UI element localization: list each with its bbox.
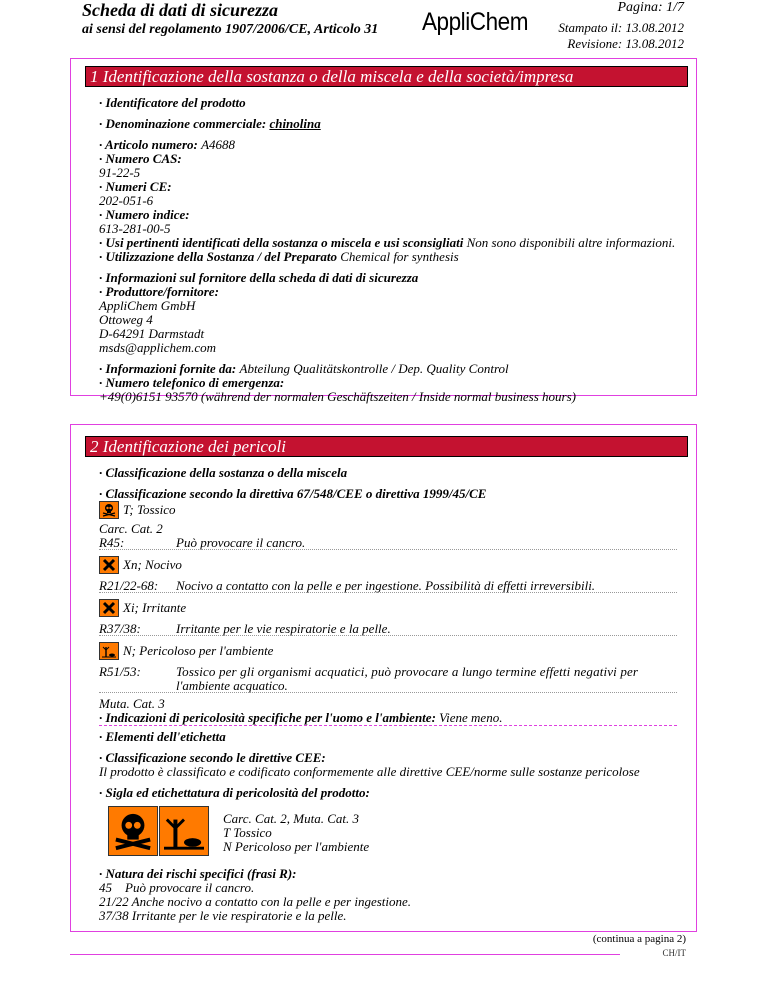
info-line xyxy=(99,362,509,376)
ce-label: · Numeri CE: xyxy=(99,179,172,194)
cross-icon xyxy=(99,556,119,574)
supplier-label: · Informazioni sul fornitore della scheda di dati di sicurezza xyxy=(99,270,419,285)
emergency-label: · Numero telefonico di emergenza: xyxy=(99,375,285,390)
section-2-frame xyxy=(70,424,697,932)
divider xyxy=(99,549,677,550)
muta-category: Muta. Cat. 3 xyxy=(99,696,165,711)
article-label: · Articolo numero: xyxy=(99,137,202,152)
t-label: T; Tossico xyxy=(123,502,176,517)
cee-value: Il prodotto è classificato e codificato conformemente alle direttive CEE/norme sulle sostanze pericolose xyxy=(99,764,640,779)
info-label: · Informazioni fornite da: xyxy=(99,361,240,376)
use-value: Chemical for synthesis xyxy=(340,249,459,264)
r3738-text: Irritante per le vie respiratorie e la pelle. xyxy=(176,621,391,636)
specific-label: · Indicazioni di pericolosità specifiche per l'uomo e l'ambiente: xyxy=(99,710,440,725)
section-1-frame xyxy=(70,58,697,404)
r5153-code: R51/53: xyxy=(99,664,141,679)
n-label: N; Pericoloso per l'ambiente xyxy=(123,643,274,658)
r2122-text: Nocivo a contatto con la pelle e per ingestione. Possibilità di effetti irreversibili. xyxy=(176,578,596,593)
cee-label: · Classificazione secondo le direttive CEE: xyxy=(99,750,326,765)
continued-note: (continua a pagina 2) xyxy=(592,933,686,945)
r45-code: R45: xyxy=(99,535,125,550)
xi-label: Xi; Irritante xyxy=(123,600,187,615)
index-label: · Numero indice: xyxy=(99,207,190,222)
document-subtitle: ai sensi del regolamento 1907/2006/CE, Articolo 31 xyxy=(82,22,379,37)
classification-label: · Classificazione della sostanza o della miscela xyxy=(99,465,348,480)
uses-label: · Usi pertinenti identificati della sostanza o miscela e usi sconsigliati xyxy=(99,235,467,250)
directive-label: · Classificazione secondo la direttiva 67/548/CEE o direttiva 1999/45/CE xyxy=(99,486,487,501)
applichem-logo: AppliChem xyxy=(422,8,529,36)
use-line xyxy=(99,250,459,264)
divider xyxy=(99,635,677,636)
product-identifier-label: · Identificatore del prodotto xyxy=(99,95,246,110)
r-phrase-2122: 21/22 Anche nocivo a contatto con la pelle e per ingestione. xyxy=(99,894,412,909)
cas-value: 91-22-5 xyxy=(99,165,141,180)
emergency-value: +49(0)6151 93570 (während der normalen Geschäftszeiten / Inside normal business hours) xyxy=(99,389,576,404)
pictogram-line-1: Carc. Cat. 2, Muta. Cat. 3 xyxy=(223,811,360,826)
index-value: 613-281-00-5 xyxy=(99,221,171,236)
footer-rule xyxy=(70,954,620,955)
r5153-text-2: l'ambiente acquatico. xyxy=(176,678,288,693)
producer-email: msds@applichem.com xyxy=(99,340,217,355)
r-phrase-45: 45 Può provocare il cancro. xyxy=(99,880,255,895)
trade-name-label: · Denominazione commerciale: xyxy=(99,116,270,131)
producer-city: D-64291 Darmstadt xyxy=(99,326,205,341)
producer-label: · Produttore/fornitore: xyxy=(99,284,219,299)
r45-text: Può provocare il cancro. xyxy=(176,535,306,550)
document-title: Scheda di dati di sicurezza xyxy=(82,0,279,20)
info-value: Abteilung Qualitätskontrolle / Dep. Quality Control xyxy=(239,361,509,376)
producer-street: Ottoweg 4 xyxy=(99,312,153,327)
trade-name-value: chinolina xyxy=(269,116,321,131)
r2122-code: R21/22-68: xyxy=(99,578,159,593)
xn-label: Xn; Nocivo xyxy=(123,557,182,572)
divider xyxy=(99,692,677,693)
environment-icon xyxy=(159,806,209,856)
environment-icon xyxy=(99,642,119,660)
section-1-heading: 1 Identificazione della sostanza o della miscela e della società/impresa xyxy=(85,66,688,87)
sign-label: · Sigla ed etichettatura di pericolosità del prodotto: xyxy=(99,785,370,800)
divider xyxy=(99,592,677,593)
divider xyxy=(99,725,677,726)
r-phrase-3738: 37/38 Irritante per le vie respiratorie e la pelle. xyxy=(99,908,347,923)
label-elements-heading: · Elementi dell'etichetta xyxy=(99,729,226,744)
cross-icon xyxy=(99,599,119,617)
locale-code: CH/IT xyxy=(662,948,686,958)
specific-value: Viene meno. xyxy=(439,710,503,725)
revision-date: Revisione: 13.08.2012 xyxy=(567,36,684,51)
specific-line xyxy=(99,711,502,725)
cas-label: · Numero CAS: xyxy=(99,151,182,166)
ce-value: 202-051-6 xyxy=(99,193,154,208)
print-date: Stampato il: 13.08.2012 xyxy=(558,20,684,35)
uses-value: Non sono disponibili altre informazioni. xyxy=(466,235,676,250)
pictogram-line-3: N Pericoloso per l'ambiente xyxy=(223,839,370,854)
skull-icon xyxy=(99,501,119,519)
section-2-heading: 2 Identificazione dei pericoli xyxy=(85,436,688,457)
skull-icon xyxy=(108,806,158,856)
use-label: · Utilizzazione della Sostanza / del Preparato xyxy=(99,249,341,264)
carc-category: Carc. Cat. 2 xyxy=(99,521,163,536)
article-line xyxy=(99,138,235,152)
r-phrases-label: · Natura dei rischi specifici (frasi R): xyxy=(99,866,297,881)
pictogram-line-2: T Tossico xyxy=(223,825,272,840)
r3738-code: R37/38: xyxy=(99,621,141,636)
r5153-text-1: Tossico per gli organismi acquatici, può provocare a lungo termine effetti negativi per xyxy=(176,664,639,679)
trade-name-line xyxy=(99,117,321,131)
producer-name: AppliChem GmbH xyxy=(99,298,196,313)
article-value: A4688 xyxy=(201,137,236,152)
uses-line xyxy=(99,236,675,250)
page-number: Pagina: 1/7 xyxy=(617,0,684,15)
